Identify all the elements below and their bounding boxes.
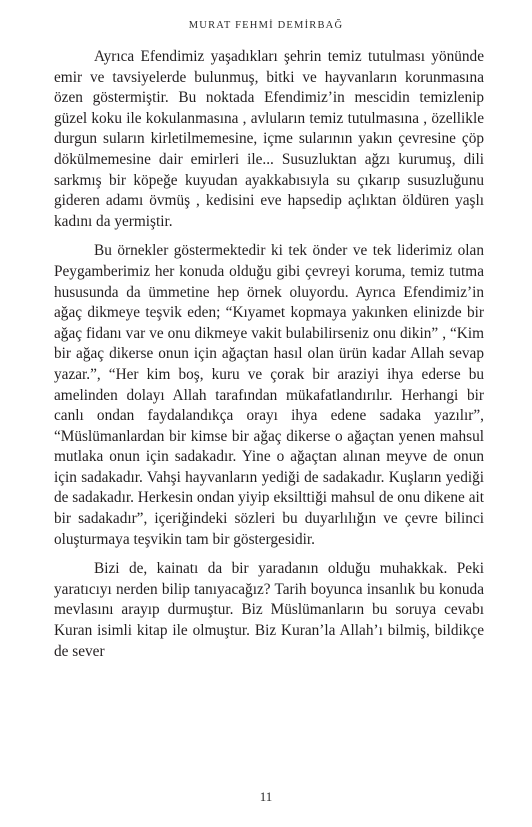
paragraph-tree-planting: Bu örnekler göstermektedir ki tek önder ve tek liderimiz olan Peygamberimiz her konuda olduğu gibi çevreyi koruma, temiz tutma hususunda da ümmetine hep örnek oluyordu. Ayrıca Efendimiz’in ağaç dikmeye teşvik eden; “Kıyamet kopmaya yakınken elinizde bir ağaç fidanı var ve onu dikmeye vakit bulabilirseniz onu dikin” , “Kim bir ağaç dikerse onun için ağaçtan hasıl olan ürün kadar Allah sevap yazar.”, “Her kim boş, kuru ve çorak bir araziyi ihya ederse bu amelinden dolayı Allah tarafından mükafatlandırılır. Herhangi bir canlı ondan faydalandıkça orayı ihya edene sadaka yazılır”, “Müslümanlardan bir kimse bir ağaç dikerse o ağaçtan yenen mahsul mutlaka onun için sadakadır. Yine o ağaçtan alınan meyve de onun için sadakadır. Vahşi hayvanların yediği de sadakadır. Kuşların yediği de sadakadır. Herkesin ondan yiyip eksilttiği mahsul de onu dikene ait bir sadakadır”, içeriğindeki sözleri bu duyarlılığın ve çevre bilinci oluşturmaya teşvikin tam bir göstergesidir. — [54, 242, 484, 548]
paragraph-environment-care: Ayrıca Efendimiz yaşadıkları şehrin temiz tutulması yönünde emir ve tavsiyelerde bulunmuş, bitki ve hayvanların korunmasına özen göstermiştir. Bu noktada Efendimiz’in mescidin temizlenip güzel koku ile kokulanmasına , avluların temiz tutulmasına , özellikle durgun suların kirletilmemesine, içme sularının yakın çevresine çöp dökülmemesine dair emirleri ile... Susuzluktan ağzı kurumuş, dili sarkmış bir köpeğe kuyudan ayakkabısıyla su çıkarıp susuzluğunu gideren adamı övmüş , kedisini eve hapsedip açlıktan öldüren yaşlı kadını da yermiştir. — [54, 48, 484, 230]
page-body — [54, 47, 484, 671]
running-header: MURAT FEHMİ DEMİRBAĞ — [188, 20, 344, 31]
page-number: 11 — [259, 789, 273, 804]
paragraph-creator: Bizi de, kainatı da bir yaradanın olduğu muhakkak. Peki yaratıcıyı nerden bilip tanıyacağız? Tarih boyunca insanlık bu konuda mevlasını arayıp durmuştur. Biz Müslümanların bu soruya cevabı Kuran isimli kitap ile olmuştur. Biz Kuran’la Allah’ı bilmiş, bildikçe de sever — [54, 560, 484, 660]
